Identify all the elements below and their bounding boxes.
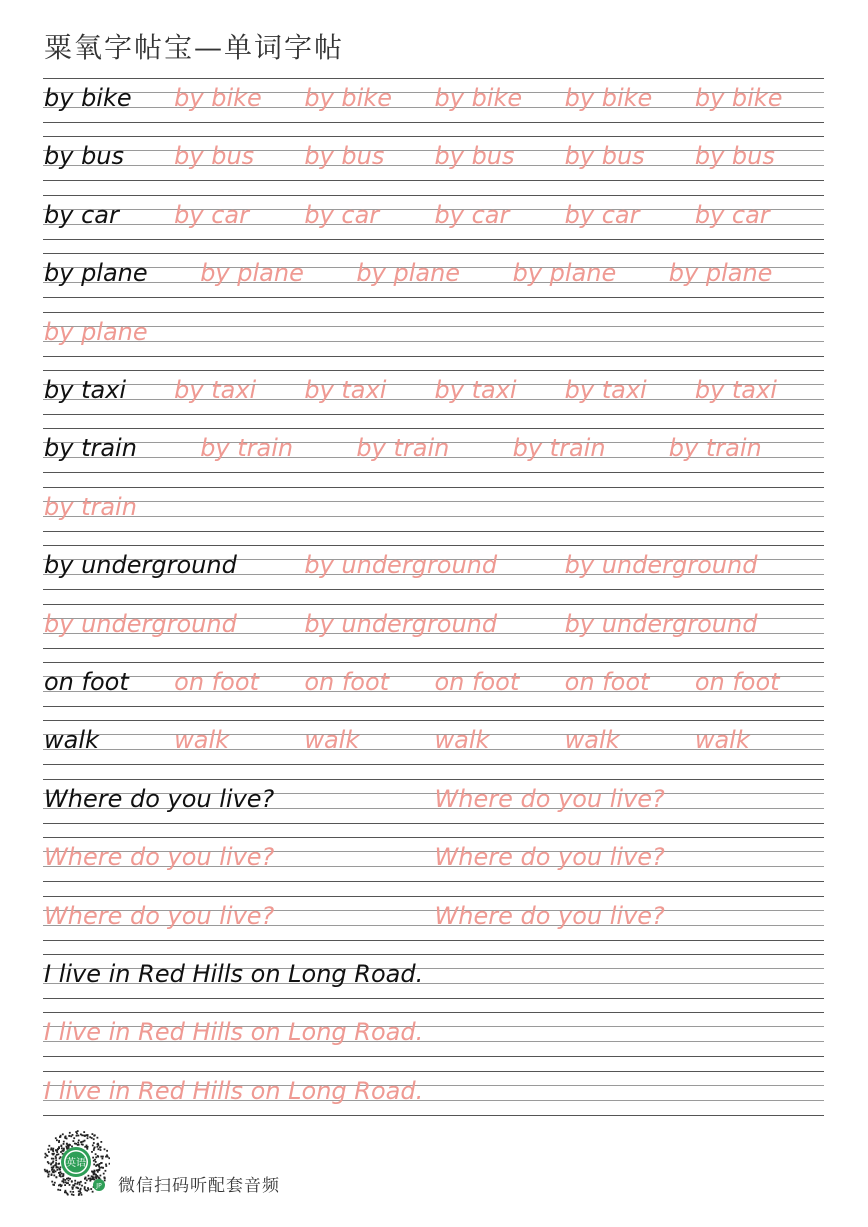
footer — [42, 1128, 342, 1200]
practice-row — [43, 312, 824, 371]
rule-line — [43, 239, 824, 240]
trace-word[interactable]: walk — [694, 726, 750, 754]
model-word: by underground — [44, 551, 237, 579]
trace-word[interactable]: Where do you live? — [44, 843, 275, 871]
trace-word[interactable]: by train — [668, 434, 762, 462]
rule-line — [43, 253, 824, 254]
trace-word[interactable]: by bike — [564, 84, 653, 112]
rule-line — [43, 356, 824, 357]
trace-word[interactable]: I live in Red Hills on Long Road. — [44, 1018, 424, 1046]
model-word: by car — [44, 201, 119, 229]
qr-badge-label: 英语 — [66, 1158, 86, 1169]
trace-word[interactable]: Where do you live? — [44, 902, 275, 930]
trace-word[interactable]: by bike — [304, 84, 392, 112]
rule-line — [43, 1012, 824, 1013]
trace-word[interactable]: by train — [200, 434, 294, 462]
model-word: by taxi — [44, 376, 127, 404]
trace-word[interactable]: by bike — [174, 84, 262, 112]
rule-line — [43, 180, 824, 181]
trace-word[interactable]: by bus — [694, 142, 775, 170]
trace-word[interactable]: by underground — [44, 610, 237, 638]
qr-code-icon[interactable] — [42, 1128, 110, 1196]
trace-word[interactable]: on foot — [304, 668, 390, 696]
practice-row — [43, 136, 824, 195]
trace-word[interactable]: by underground — [564, 610, 758, 638]
rule-line — [43, 326, 824, 327]
trace-word[interactable]: by car — [304, 201, 380, 229]
practice-row — [43, 487, 824, 546]
rule-line — [43, 195, 824, 196]
trace-word[interactable]: on foot — [564, 668, 650, 696]
trace-word[interactable]: by train — [512, 434, 606, 462]
trace-word[interactable]: on foot — [434, 668, 520, 696]
trace-word[interactable]: walk — [564, 726, 620, 754]
trace-word[interactable]: by plane — [356, 259, 461, 287]
practice-row — [43, 253, 824, 312]
qr-corner-label: JP — [96, 1182, 102, 1190]
practice-row — [43, 428, 824, 487]
rule-line — [43, 662, 824, 663]
rule-line — [43, 648, 824, 649]
rule-line — [43, 297, 824, 298]
practice-row — [43, 195, 824, 254]
trace-word[interactable]: I live in Red Hills on Long Road. — [44, 1077, 424, 1105]
rule-line — [43, 531, 824, 532]
rule-line — [43, 940, 824, 941]
rule-line — [43, 472, 824, 473]
practice-row — [43, 662, 824, 721]
rule-line — [43, 837, 824, 838]
trace-word[interactable]: walk — [434, 726, 490, 754]
model-word: I live in Red Hills on Long Road. — [44, 960, 424, 988]
trace-word[interactable]: by bus — [564, 142, 645, 170]
model-word: by bus — [44, 142, 125, 170]
trace-word[interactable]: by car — [434, 201, 510, 229]
rule-line — [43, 720, 824, 721]
rule-line — [43, 1071, 824, 1072]
rule-line — [43, 589, 824, 590]
trace-word[interactable]: on foot — [694, 668, 780, 696]
model-word: walk — [44, 726, 99, 754]
rule-line — [43, 414, 824, 415]
rule-line — [43, 779, 824, 780]
trace-word[interactable]: by taxi — [694, 376, 777, 404]
model-word: Where do you live? — [44, 785, 275, 813]
trace-word[interactable]: by plane — [44, 318, 148, 346]
rule-line — [43, 881, 824, 882]
trace-word[interactable]: Where do you live? — [434, 785, 665, 813]
rule-line — [43, 370, 824, 371]
trace-word[interactable]: on foot — [174, 668, 259, 696]
trace-word[interactable]: walk — [174, 726, 230, 754]
model-word: by plane — [44, 259, 148, 287]
practice-row — [43, 1012, 824, 1071]
trace-word[interactable]: by car — [564, 201, 640, 229]
rule-line — [43, 823, 824, 824]
rule-line — [43, 545, 824, 546]
rule-line — [43, 136, 824, 137]
rule-line — [43, 341, 824, 342]
trace-word[interactable]: by plane — [200, 259, 304, 287]
trace-word[interactable]: walk — [304, 726, 360, 754]
audio-hint: 微信扫码听配套音频 — [118, 1176, 280, 1196]
practice-row — [43, 78, 824, 137]
trace-word[interactable]: by underground — [304, 551, 498, 579]
rule-line — [43, 312, 824, 313]
trace-word[interactable]: by train — [356, 434, 450, 462]
rule-line — [43, 78, 824, 79]
rule-line — [43, 501, 824, 502]
trace-word[interactable]: by bus — [174, 142, 255, 170]
practice-row — [43, 720, 824, 779]
rule-line — [43, 604, 824, 605]
trace-word[interactable]: by taxi — [174, 376, 257, 404]
practice-row — [43, 604, 824, 663]
trace-word[interactable]: by plane — [512, 259, 617, 287]
trace-word[interactable]: Where do you live? — [434, 843, 665, 871]
trace-word[interactable]: by taxi — [304, 376, 387, 404]
practice-row — [43, 370, 824, 429]
trace-word[interactable]: by plane — [668, 259, 773, 287]
trace-word[interactable]: by bus — [434, 142, 515, 170]
trace-word[interactable]: by train — [44, 493, 137, 521]
rule-line — [43, 896, 824, 897]
practice-row — [43, 779, 824, 838]
model-word: by train — [44, 434, 137, 462]
rule-line — [43, 998, 824, 999]
rule-line — [43, 1115, 824, 1116]
rule-line — [43, 706, 824, 707]
trace-word[interactable]: Where do you live? — [434, 902, 665, 930]
rule-line — [43, 516, 824, 517]
trace-word[interactable]: by taxi — [434, 376, 517, 404]
trace-word[interactable]: by underground — [564, 551, 758, 579]
practice-row — [43, 896, 824, 955]
rule-line — [43, 122, 824, 123]
trace-word[interactable]: by underground — [304, 610, 498, 638]
trace-word[interactable]: by bike — [694, 84, 783, 112]
trace-word[interactable]: by car — [694, 201, 770, 229]
model-word: on foot — [44, 668, 129, 696]
practice-row — [43, 545, 824, 604]
rule-line — [43, 764, 824, 765]
trace-word[interactable]: by car — [174, 201, 249, 229]
rule-line — [43, 1056, 824, 1057]
trace-word[interactable]: by taxi — [564, 376, 647, 404]
page-title: 粟氧字帖宝—单词字帖 — [44, 31, 345, 64]
practice-row — [43, 954, 824, 1013]
trace-word[interactable]: by bike — [434, 84, 523, 112]
practice-row — [43, 1071, 824, 1130]
model-word: by bike — [44, 84, 132, 112]
rule-line — [43, 954, 824, 955]
practice-row — [43, 837, 824, 896]
rule-line — [43, 428, 824, 429]
trace-word[interactable]: by bus — [304, 142, 385, 170]
rule-line — [43, 487, 824, 488]
